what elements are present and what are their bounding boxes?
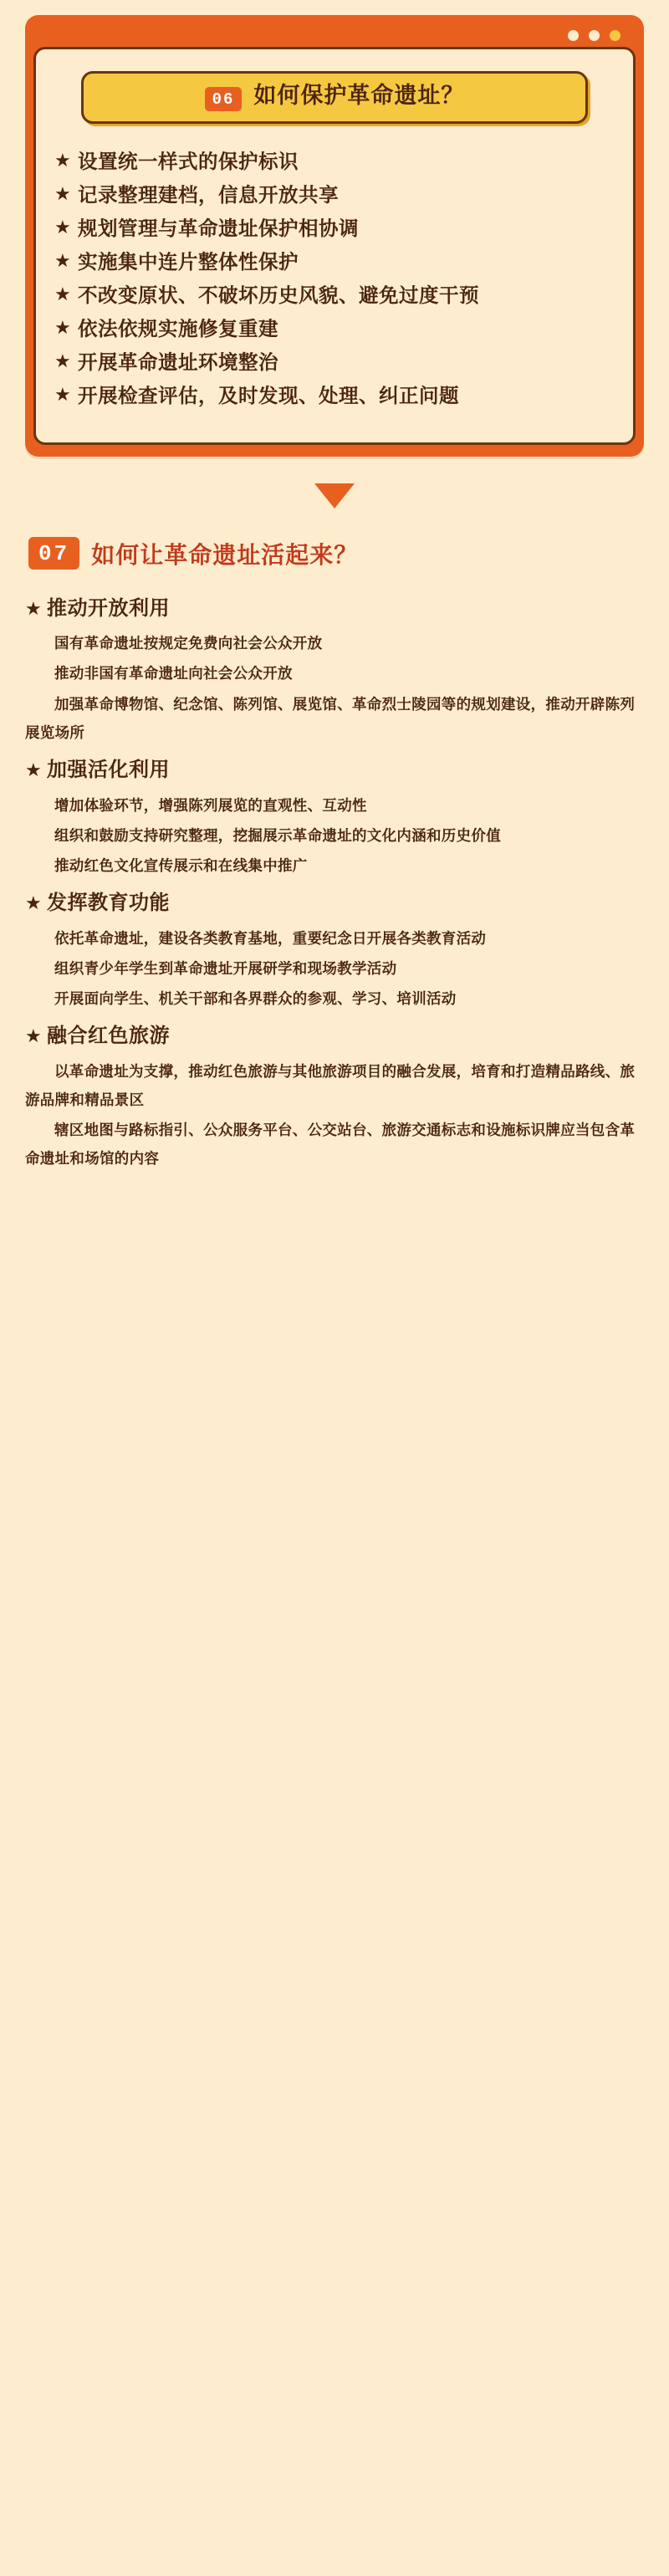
- card-06-number-badge: 06: [205, 87, 243, 111]
- paragraph: 加强革命博物馆、纪念馆、陈列馆、展览馆、革命烈士陵园等的规划建设，推动开辟陈列展览场所: [25, 695, 636, 741]
- card-06-frame: [25, 15, 644, 457]
- list-item-text: 设置统一样式的保护标识: [78, 151, 299, 172]
- sub-section-heading-text: 融合红色旅游: [47, 1025, 170, 1048]
- star-icon: ★: [54, 384, 72, 406]
- section-divider-arrow: [0, 483, 669, 509]
- star-icon: ★: [54, 317, 72, 339]
- paragraph: 以革命遗址为支撑，推动红色旅游与其他旅游项目的融合发展，培育和打造精品路线、旅游品牌和精品景区: [25, 1062, 636, 1109]
- paragraph: 推动非国有革命遗址向社会公众开放: [54, 665, 293, 682]
- sub-section-heading-text: 发挥教育功能: [47, 891, 170, 914]
- sub-section-heading: [25, 592, 644, 626]
- card-06-title: 如何保护革命遗址？: [253, 83, 465, 108]
- sub-section: [25, 887, 644, 1013]
- list-item: [54, 346, 615, 378]
- sub-section: [25, 1020, 644, 1173]
- star-icon: ★: [25, 759, 43, 780]
- sub-section-heading-text: 推动开放利用: [47, 596, 170, 620]
- star-icon: ★: [54, 284, 72, 305]
- card-06: [25, 15, 644, 457]
- star-icon: ★: [25, 892, 43, 913]
- paragraph: 推动红色文化宣传展示和在线集中推广: [54, 856, 308, 874]
- card-06-body: [33, 47, 636, 445]
- sub-section-heading-text: 加强活化利用: [47, 758, 170, 781]
- section-07-number-badge: 07: [28, 537, 79, 570]
- star-icon: ★: [54, 150, 72, 171]
- star-icon: ★: [54, 350, 72, 372]
- window-dot-icon-2: [589, 30, 600, 41]
- star-icon: ★: [25, 597, 43, 619]
- list-item: [54, 380, 615, 411]
- paragraph: 组织青少年学生到革命遗址开展研学和现场教学活动: [54, 959, 397, 977]
- window-dot-icon-3: [610, 30, 620, 41]
- list-item: [54, 212, 615, 244]
- list-item-text: 记录整理建档，信息开放共享: [78, 184, 339, 207]
- list-item: [54, 179, 615, 211]
- window-dot-icon-1: [568, 30, 579, 41]
- sub-section: [25, 592, 644, 747]
- sub-section-heading: [25, 1020, 644, 1054]
- paragraph: 国有革命遗址按规定免费向社会公众开放: [54, 635, 323, 652]
- star-icon: ★: [54, 183, 72, 205]
- card-06-title-pill: [81, 71, 588, 124]
- paragraph: 增加体验环节，增强陈列展览的直观性、互动性: [54, 796, 367, 814]
- list-item-text: 依法依规实施修复重建: [78, 318, 278, 340]
- section-07: [25, 537, 644, 1173]
- list-item: [54, 279, 615, 311]
- sub-section-heading: [25, 887, 644, 921]
- list-item: [54, 146, 615, 177]
- star-icon: ★: [25, 1025, 43, 1047]
- paragraph: 依托革命遗址，建设各类教育基地，重要纪念日开展各类教育活动: [54, 929, 487, 947]
- section-07-header: [25, 537, 644, 570]
- paragraph: 组织和鼓励支持研究整理，挖掘展示革命遗址的文化内涵和历史价值: [54, 826, 501, 844]
- section-07-title: 如何让革命遗址活起来？: [91, 541, 359, 568]
- list-item-text: 不改变原状、不破坏历史风貌、避免过度干预: [78, 284, 479, 307]
- window-controls: [33, 23, 636, 47]
- star-icon: ★: [54, 250, 72, 272]
- sub-section: [25, 754, 644, 880]
- paragraph: 开展面向学生、机关干部和各界群众的参观、学习、培训活动: [54, 990, 457, 1008]
- sub-section-heading: [25, 754, 644, 788]
- paragraph: 辖区地图与路标指引、公众服务平台、公交站台、旅游交通标志和设施标识牌应当包含革命遗址和场馆的内容: [25, 1122, 636, 1168]
- star-icon: ★: [54, 217, 72, 238]
- poster-page: [0, 15, 669, 2576]
- list-item-text: 开展革命遗址环境整治: [78, 351, 278, 374]
- list-item-text: 实施集中连片整体性保护: [78, 251, 299, 273]
- list-item-text: 规划管理与革命遗址保护相协调: [78, 217, 359, 240]
- list-item: [54, 246, 615, 278]
- list-item-text: 开展检查评估，及时发现、处理、纠正问题: [78, 385, 459, 407]
- chevron-down-icon: [314, 483, 355, 509]
- list-item: [54, 313, 615, 345]
- card-06-bullet-list: [54, 146, 615, 412]
